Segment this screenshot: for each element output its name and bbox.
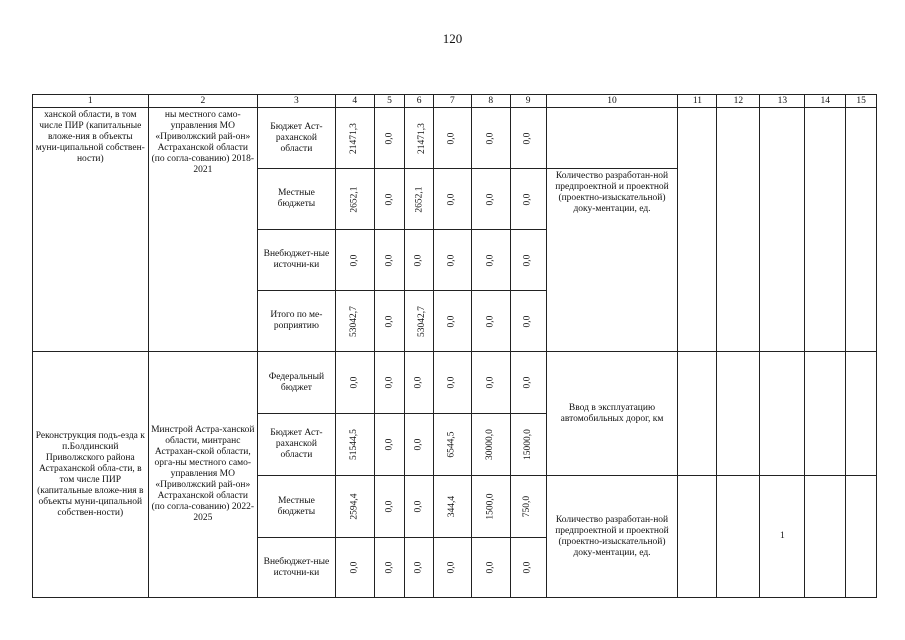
- col13-value-cell: 1: [760, 476, 805, 598]
- empty-cell: [717, 352, 760, 476]
- measure-name-cell: Реконструкция подъ-езда к п.Болдинский Приволжского района Астраханской обла-сти, в том числе ПИР (капитальные вложе-ния в объекты муни-ципальной собствен-ности): [33, 352, 149, 598]
- empty-cell: [678, 352, 717, 476]
- table-row: [33, 352, 877, 414]
- value-cell: 0,0: [374, 476, 405, 538]
- value-cell: 15000,0: [510, 414, 546, 476]
- value-cell: 53042,7: [335, 291, 374, 352]
- table-row: [33, 108, 877, 169]
- value-cell: 0,0: [510, 108, 546, 169]
- value-cell: 0,0: [405, 352, 434, 414]
- value-cell: 21471,3: [335, 108, 374, 169]
- value-cell: 0,0: [434, 108, 472, 169]
- value-cell: 0,0: [374, 169, 405, 230]
- value-cell: 0,0: [434, 230, 472, 291]
- indicator-cell: Ввод в эксплуатацию автомобильных дорог, км: [546, 352, 678, 476]
- value-cell: 0,0: [335, 538, 374, 598]
- header-row: [33, 95, 877, 108]
- value-cell: 0,0: [510, 538, 546, 598]
- empty-cell: [760, 108, 805, 352]
- value-cell: 2652,1: [335, 169, 374, 230]
- header-cell: 7: [434, 95, 472, 108]
- empty-cell: [846, 108, 877, 352]
- indicator-cell: Количество разработан-ной предпроектной и проектной (проектно-изыскательной) доку-ментации, ед.: [546, 476, 678, 598]
- header-cell: 15: [846, 95, 877, 108]
- source-cell: Итого по ме-роприятию: [258, 291, 336, 352]
- header-cell: 6: [405, 95, 434, 108]
- header-cell: 4: [335, 95, 374, 108]
- source-cell: Бюджет Аст-раханской области: [258, 414, 336, 476]
- value-cell: 0,0: [374, 291, 405, 352]
- header-cell: 10: [546, 95, 678, 108]
- value-cell: 0,0: [471, 108, 510, 169]
- empty-cell: [805, 476, 846, 598]
- empty-cell: [805, 108, 846, 352]
- value-cell: 21471,3: [405, 108, 434, 169]
- source-cell: Местные бюджеты: [258, 476, 336, 538]
- value-cell: 344,4: [434, 476, 472, 538]
- value-cell: 0,0: [471, 291, 510, 352]
- value-cell: 0,0: [405, 538, 434, 598]
- header-cell: 5: [374, 95, 405, 108]
- empty-cell: [760, 352, 805, 476]
- source-cell: Бюджет Аст-раханской области: [258, 108, 336, 169]
- indicator-cell: Количество разработан-ной предпроектной и проектной (проектно-изыскательной) доку-ментации, ед.: [546, 169, 678, 352]
- value-cell: 30000,0: [471, 414, 510, 476]
- value-cell: 0,0: [510, 291, 546, 352]
- value-cell: 2652,1: [405, 169, 434, 230]
- value-cell: 0,0: [374, 414, 405, 476]
- value-cell: 51544,5: [335, 414, 374, 476]
- executor-cell: ны местного само-управления МО «Приволжский рай-он» Астраханской области (по согла-сованию) 2018-2021: [148, 108, 257, 352]
- source-cell: Местные бюджеты: [258, 169, 336, 230]
- empty-cell: [717, 476, 760, 598]
- value-cell: 0,0: [405, 476, 434, 538]
- empty-cell: [717, 108, 760, 352]
- value-cell: 750,0: [510, 476, 546, 538]
- indicator-cell: [546, 108, 678, 169]
- header-cell: 9: [510, 95, 546, 108]
- header-cell: 12: [717, 95, 760, 108]
- value-cell: 0,0: [335, 230, 374, 291]
- value-cell: 53042,7: [405, 291, 434, 352]
- value-cell: 0,0: [434, 538, 472, 598]
- header-cell: 1: [33, 95, 149, 108]
- value-cell: 0,0: [434, 352, 472, 414]
- source-cell: Внебюджет-ные источни-ки: [258, 230, 336, 291]
- empty-cell: [805, 352, 846, 476]
- value-cell: 0,0: [471, 169, 510, 230]
- value-cell: 0,0: [335, 352, 374, 414]
- empty-cell: [678, 476, 717, 598]
- source-cell: Федеральный бюджет: [258, 352, 336, 414]
- value-cell: 0,0: [471, 352, 510, 414]
- header-cell: 3: [258, 95, 336, 108]
- executor-cell: Минстрой Астра-ханской области, минтранс Астрахан-ской области, орга-ны местного само-управления МО «Приволжский рай-он» Астраханской области (по согла-сованию) 2022-2025: [148, 352, 257, 598]
- empty-cell: [846, 352, 877, 476]
- header-cell: 13: [760, 95, 805, 108]
- header-cell: 8: [471, 95, 510, 108]
- value-cell: 0,0: [434, 291, 472, 352]
- measure-name-cell: ханской области, в том числе ПИР (капитальные вложе-ния в объекты муни-ципальной собствен-ности): [33, 108, 149, 352]
- header-cell: 14: [805, 95, 846, 108]
- value-cell: 0,0: [510, 169, 546, 230]
- value-cell: 0,0: [374, 538, 405, 598]
- value-cell: 0,0: [405, 414, 434, 476]
- source-cell: Внебюджет-ные источни-ки: [258, 538, 336, 598]
- value-cell: 0,0: [434, 169, 472, 230]
- value-cell: 0,0: [374, 108, 405, 169]
- value-cell: 2594,4: [335, 476, 374, 538]
- value-cell: 1500,0: [471, 476, 510, 538]
- value-cell: 6544,5: [434, 414, 472, 476]
- value-cell: 0,0: [374, 230, 405, 291]
- value-cell: 0,0: [405, 230, 434, 291]
- value-cell: 0,0: [471, 230, 510, 291]
- value-cell: 0,0: [374, 352, 405, 414]
- program-table: [32, 94, 877, 598]
- page-number: 120: [442, 31, 463, 46]
- value-cell: 0,0: [510, 230, 546, 291]
- header-cell: 11: [678, 95, 717, 108]
- value-cell: 0,0: [471, 538, 510, 598]
- empty-cell: [846, 476, 877, 598]
- value-cell: 0,0: [510, 352, 546, 414]
- empty-cell: [678, 108, 717, 352]
- header-cell: 2: [148, 95, 257, 108]
